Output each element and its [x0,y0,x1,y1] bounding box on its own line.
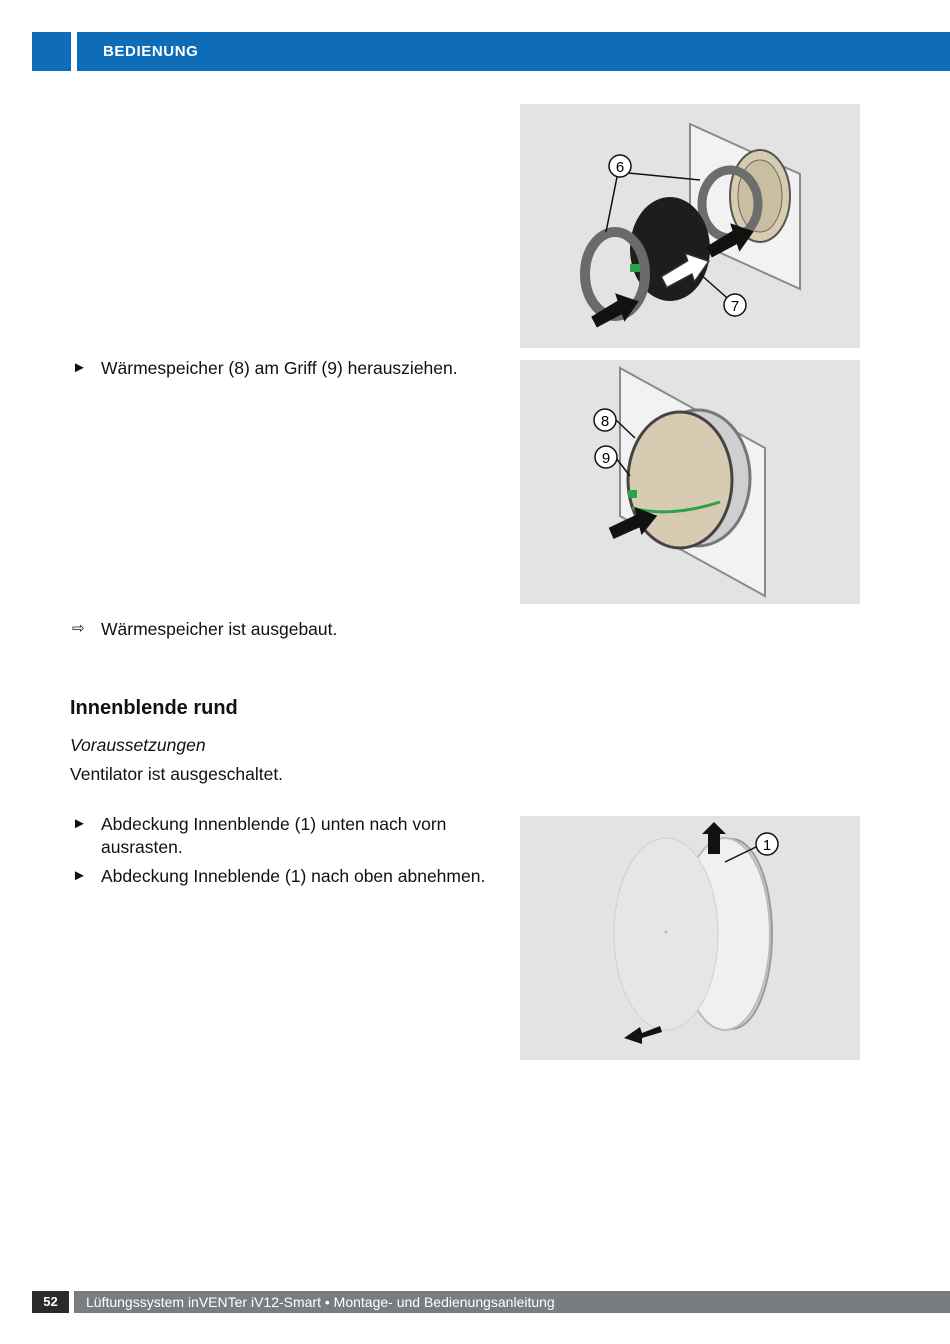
fan-removal-illustration [520,104,860,348]
svg-text:7: 7 [730,298,740,315]
round-cover-illustration [520,816,860,1060]
page-number: 52 [32,1291,69,1313]
section-heading: Innenblende rund [70,697,238,719]
footer-text: Lüftungssystem inVENTer iV12-Smart • Montage- und Bedienungsanleitung [86,1294,555,1310]
figure-heat-storage-removal [520,360,860,604]
svg-text:1: 1 [762,837,772,854]
svg-text:9: 9 [601,450,611,467]
step-text: Wärmespeicher ist ausgebaut. [101,619,338,639]
requirement-text: Ventilator ist ausgeschaltet. [70,764,284,784]
step-marker-icon: ► [72,359,87,376]
callout-8 [594,409,616,431]
requirements-label: Voraussetzungen [70,735,206,755]
callout-9 [595,446,617,468]
svg-text:6: 6 [615,159,625,176]
svg-text:8: 8 [600,413,610,430]
callout-1 [756,833,778,855]
step-text-line-1: Abdeckung Innenblende (1) unten nach vorn [101,814,447,834]
figure-fan-removal [520,104,860,348]
step-text: Wärmespeicher (8) am Griff (9) herausziehen. [101,358,458,378]
result-arrow-icon: ⇨ [72,620,85,637]
callout-7 [724,294,746,316]
step-text-line-2: ausrasten. [101,837,183,857]
step-marker-icon: ► [72,867,87,884]
header-accent-block [32,32,71,71]
header-title: BEDIENUNG [103,43,199,60]
footer-bar [74,1291,950,1313]
figure-round-cover [520,816,860,1060]
header-bar [77,32,950,71]
step-text: Abdeckung Inneblende (1) nach oben abnehmen. [101,866,486,886]
step-marker-icon: ► [72,815,87,832]
heat-storage-illustration [520,360,860,604]
callout-6 [609,155,631,177]
